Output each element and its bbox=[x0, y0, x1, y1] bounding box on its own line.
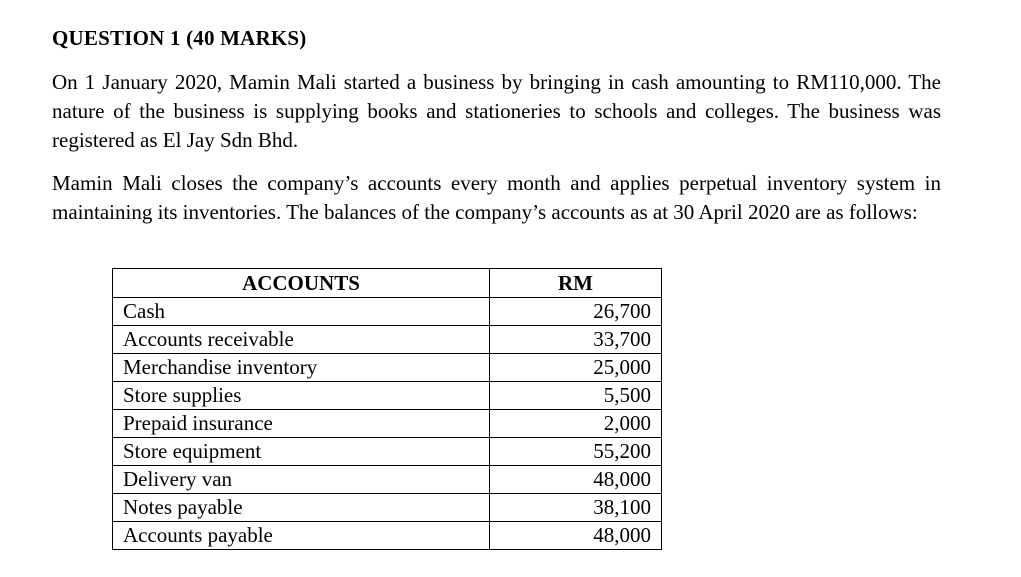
table-row bbox=[113, 494, 662, 522]
amount-column-header: RM bbox=[490, 269, 662, 298]
table-row bbox=[113, 410, 662, 438]
table-row bbox=[113, 354, 662, 382]
account-name: Delivery van bbox=[113, 466, 490, 494]
inventory-paragraph: Mamin Mali closes the company’s accounts every month and applies perpetual inventory system in maintaining its inventories. The balances of the company’s accounts as at 30 April 2020 are as follows: bbox=[52, 171, 941, 224]
account-amount: 25,000 bbox=[490, 354, 662, 382]
account-name: Accounts payable bbox=[113, 522, 490, 550]
table-row bbox=[113, 326, 662, 354]
question-heading: QUESTION 1 (40 MARKS) bbox=[52, 26, 307, 50]
account-name: Cash bbox=[113, 298, 490, 326]
intro-paragraph: On 1 January 2020, Mamin Mali started a business by bringing in cash amounting to RM110,000. The nature of the business is supplying books and stationeries to schools and colleges. The business was registered as El Jay Sdn Bhd. bbox=[52, 70, 941, 152]
account-amount: 2,000 bbox=[490, 410, 662, 438]
account-amount: 33,700 bbox=[490, 326, 662, 354]
account-name: Accounts receivable bbox=[113, 326, 490, 354]
account-amount: 26,700 bbox=[490, 298, 662, 326]
table-row bbox=[113, 382, 662, 410]
accounts-column-header: ACCOUNTS bbox=[113, 269, 490, 298]
account-amount: 48,000 bbox=[490, 466, 662, 494]
table-header-row bbox=[113, 269, 662, 298]
account-amount: 38,100 bbox=[490, 494, 662, 522]
table-row bbox=[113, 298, 662, 326]
account-name: Notes payable bbox=[113, 494, 490, 522]
account-name: Prepaid insurance bbox=[113, 410, 490, 438]
account-amount: 55,200 bbox=[490, 438, 662, 466]
account-name: Store supplies bbox=[113, 382, 490, 410]
table-row bbox=[113, 522, 662, 550]
table-row bbox=[113, 466, 662, 494]
table-row bbox=[113, 438, 662, 466]
account-name: Merchandise inventory bbox=[113, 354, 490, 382]
accounts-table bbox=[112, 268, 662, 550]
account-name: Store equipment bbox=[113, 438, 490, 466]
account-amount: 5,500 bbox=[490, 382, 662, 410]
account-amount: 48,000 bbox=[490, 522, 662, 550]
